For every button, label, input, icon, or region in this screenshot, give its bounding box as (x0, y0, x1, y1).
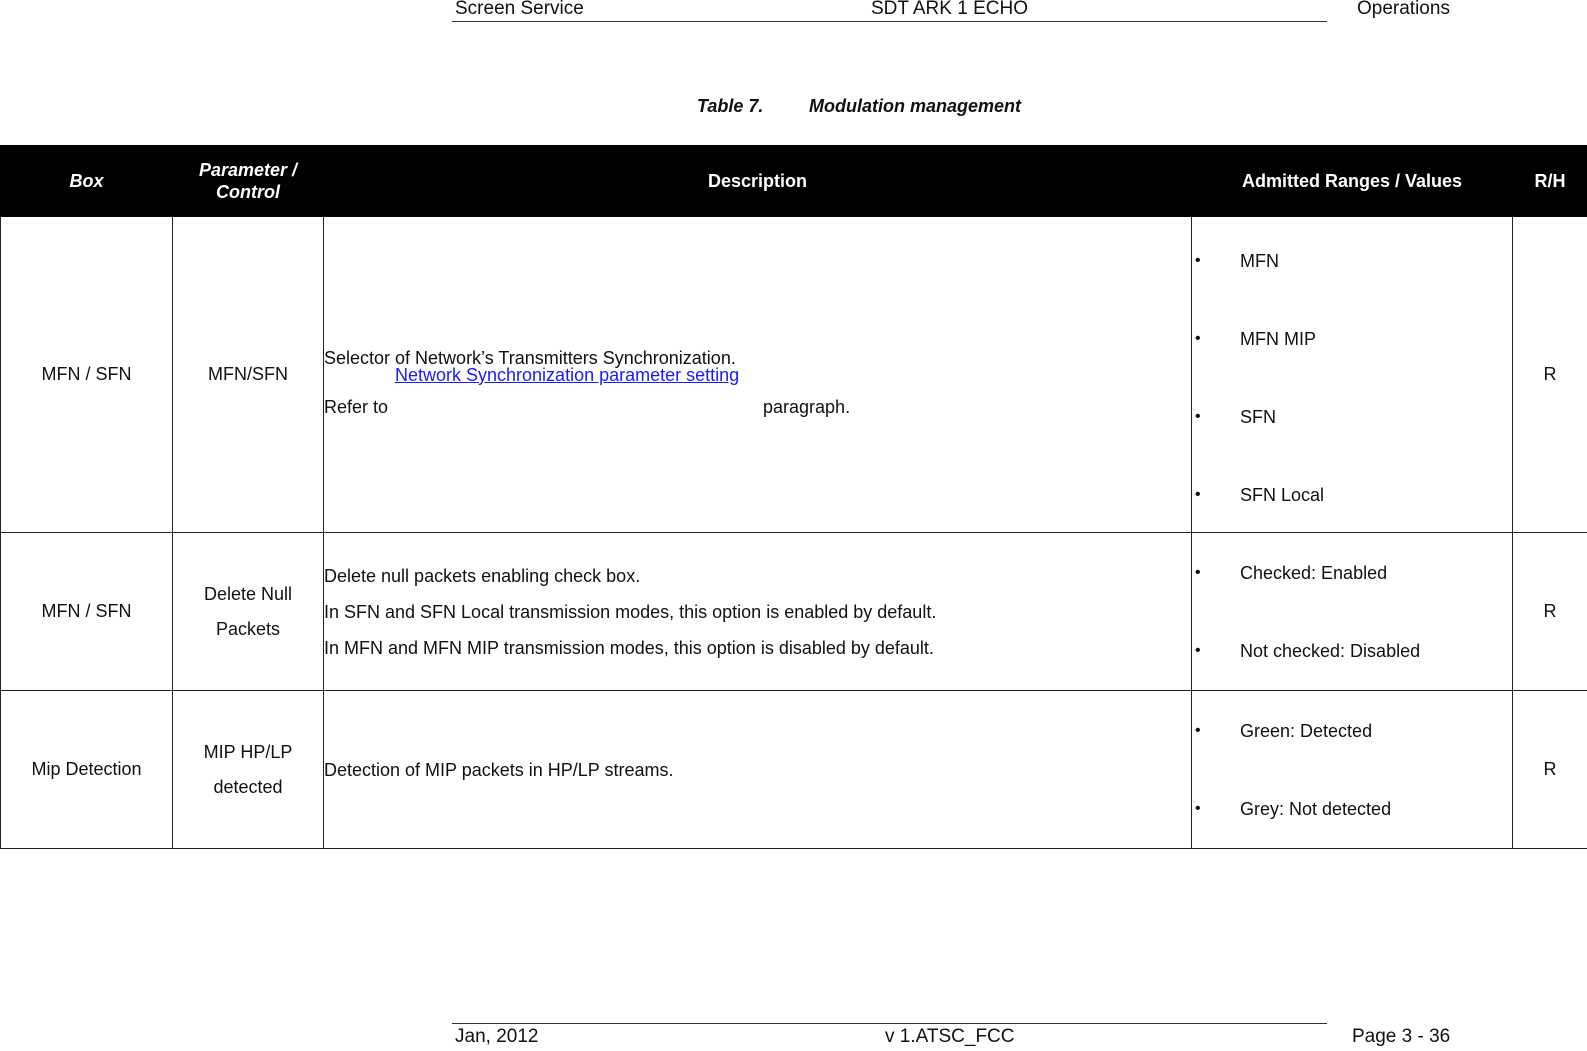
cell-rh: R (1513, 533, 1587, 691)
page-header (0, 0, 1587, 24)
col-header-box: Box (1, 146, 173, 217)
cell-parameter (173, 691, 324, 849)
cell-rh: R (1513, 217, 1587, 533)
table-title: Modulation management (809, 96, 1022, 116)
cell-description (324, 217, 1192, 533)
cell-box: MFN / SFN (1, 217, 173, 533)
list-item: • MFN MIP (1195, 328, 1316, 349)
col-header-ranges: Admitted Ranges / Values (1192, 146, 1513, 217)
refer-prefix: Refer to (324, 396, 389, 417)
refer-suffix: paragraph. (763, 396, 851, 417)
footer-page-number: Page 3 - 36 (1352, 1026, 1451, 1047)
cell-ranges (1192, 691, 1513, 849)
cell-parameter (173, 533, 324, 691)
link-row (324, 364, 1191, 387)
header-rule (452, 21, 1327, 22)
cell-description (324, 533, 1192, 691)
parameter-text: Delete Null Packets (203, 583, 293, 639)
network-sync-link[interactable]: Network Synchronization parameter setting (395, 364, 740, 385)
bullet-icon: • (1195, 563, 1201, 581)
list-item: • SFN (1195, 406, 1276, 427)
table-caption (0, 96, 1587, 122)
cell-ranges (1192, 533, 1513, 691)
header-center-text: SDT ARK 1 ECHO (871, 0, 1028, 19)
footer-rule (452, 1023, 1327, 1024)
range-list (1192, 561, 1512, 663)
bullet-icon: • (1195, 799, 1201, 817)
list-item: • Not checked: Disabled (1195, 640, 1421, 661)
bullet-icon: • (1195, 407, 1201, 425)
description-line: Detection of MIP packets in HP/LP streams. (324, 759, 674, 780)
parameter-text: MIP HP/LP detected (203, 741, 293, 797)
table-row (1, 533, 1587, 691)
modulation-table (0, 145, 1587, 849)
list-item: • Checked: Enabled (1195, 562, 1388, 583)
list-item: • MFN (1195, 250, 1279, 271)
col-header-parameter (173, 146, 324, 217)
cell-box: Mip Detection (1, 691, 173, 849)
description-line: In SFN and SFN Local transmission modes, this option is enabled by default. (324, 601, 937, 622)
bullet-icon: • (1195, 721, 1201, 739)
table-row (1, 691, 1587, 849)
bullet-icon: • (1195, 251, 1201, 269)
col-header-rh: R/H (1513, 146, 1587, 217)
refer-line (324, 395, 1191, 419)
table-header-row (1, 146, 1587, 217)
col-header-parameter-text: Parameter / Control (198, 160, 298, 202)
table-number: Table 7. (697, 96, 764, 116)
list-item: • SFN Local (1195, 484, 1325, 505)
description-line: Delete null packets enabling check box. (324, 565, 641, 586)
list-item: • Grey: Not detected (1195, 798, 1392, 819)
header-left-text: Screen Service (455, 0, 584, 19)
description-line: Selector of Network’s Transmitters Synchronization. (324, 347, 736, 368)
cell-ranges (1192, 217, 1513, 533)
footer-date: Jan, 2012 (455, 1026, 539, 1047)
bullet-icon: • (1195, 329, 1201, 347)
cell-description (324, 691, 1192, 849)
cell-box: MFN / SFN (1, 533, 173, 691)
bullet-icon: • (1195, 485, 1201, 503)
bullet-icon: • (1195, 641, 1201, 659)
range-list (1192, 719, 1512, 821)
description-line: In MFN and MFN MIP transmission modes, this option is disabled by default. (324, 637, 934, 658)
list-item: • Green: Detected (1195, 720, 1373, 741)
cell-parameter: MFN/SFN (173, 217, 324, 533)
footer-version: v 1.ATSC_FCC (885, 1026, 1015, 1047)
table-row (1, 217, 1587, 533)
page-footer (0, 1010, 1587, 1051)
col-header-description: Description (324, 146, 1192, 217)
header-right-text: Operations (1357, 0, 1450, 19)
range-list (1192, 249, 1512, 507)
cell-rh: R (1513, 691, 1587, 849)
